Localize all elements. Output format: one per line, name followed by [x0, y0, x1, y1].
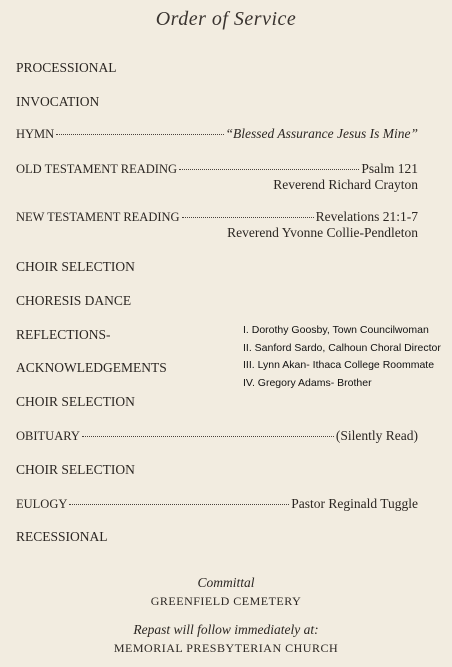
choir-selection-item: CHOIR SELECTION	[16, 462, 135, 477]
reflection-speaker: II. Sanford Sardo, Calhoun Choral Director	[243, 341, 441, 354]
hymn-row	[16, 126, 418, 142]
leader-dots	[82, 426, 334, 437]
reflection-speaker: I. Dorothy Goosby, Town Councilwoman	[243, 324, 429, 336]
obituary-label: OBITUARY	[16, 429, 80, 443]
leader-dots	[179, 159, 359, 170]
page-title: Order of Service	[155, 8, 297, 30]
acknowledgements-item: ACKNOWLEDGEMENTS	[16, 360, 167, 375]
eulogy-row	[16, 496, 418, 512]
eulogy-label: EULOGY	[16, 497, 68, 511]
committal-heading: Committal	[197, 575, 255, 590]
choir-selection-item: CHOIR SELECTION	[16, 394, 135, 409]
reflections-item: REFLECTIONS-	[16, 327, 111, 342]
reflections-list	[243, 322, 441, 392]
hymn-title: “Blessed Assurance Jesus Is Mine”	[225, 126, 418, 141]
cemetery-name: GREENFIELD CEMETERY	[150, 594, 302, 608]
choir-selection-item: CHOIR SELECTION	[16, 259, 135, 274]
obituary-row	[16, 428, 418, 444]
repast-note: Repast will follow immediately at:	[133, 622, 319, 637]
choresis-dance-item: CHORESIS DANCE	[16, 293, 132, 308]
old-testament-passage: Psalm 121	[361, 161, 418, 176]
leader-dots	[69, 494, 289, 505]
reflection-speaker: III. Lynn Akan- Ithaca College Roommate	[243, 359, 435, 371]
old-testament-row	[16, 161, 418, 177]
hymn-label: HYMN	[16, 127, 55, 141]
new-testament-passage: Revelations 21:1-7	[315, 209, 418, 224]
processional-item: PROCESSIONAL	[16, 60, 117, 75]
old-testament-reader: Reverend Richard Crayton	[273, 177, 418, 192]
new-testament-reader: Reverend Yvonne Collie-Pendleton	[227, 225, 418, 240]
recessional-item: RECESSIONAL	[16, 529, 108, 544]
eulogy-speaker: Pastor Reginald Tuggle	[291, 496, 418, 511]
reflection-speaker: IV. Gregory Adams- Brother	[243, 376, 372, 389]
new-testament-row	[16, 209, 418, 225]
church-name: MEMORIAL PRESBYTERIAN CHURCH	[113, 641, 339, 655]
leader-dots	[182, 207, 314, 218]
invocation-item: INVOCATION	[16, 94, 100, 109]
old-testament-label: OLD TESTAMENT READING	[16, 162, 178, 176]
obituary-note: (Silently Read)	[335, 428, 418, 443]
new-testament-label: NEW TESTAMENT READING	[16, 210, 180, 224]
leader-dots	[56, 124, 223, 135]
